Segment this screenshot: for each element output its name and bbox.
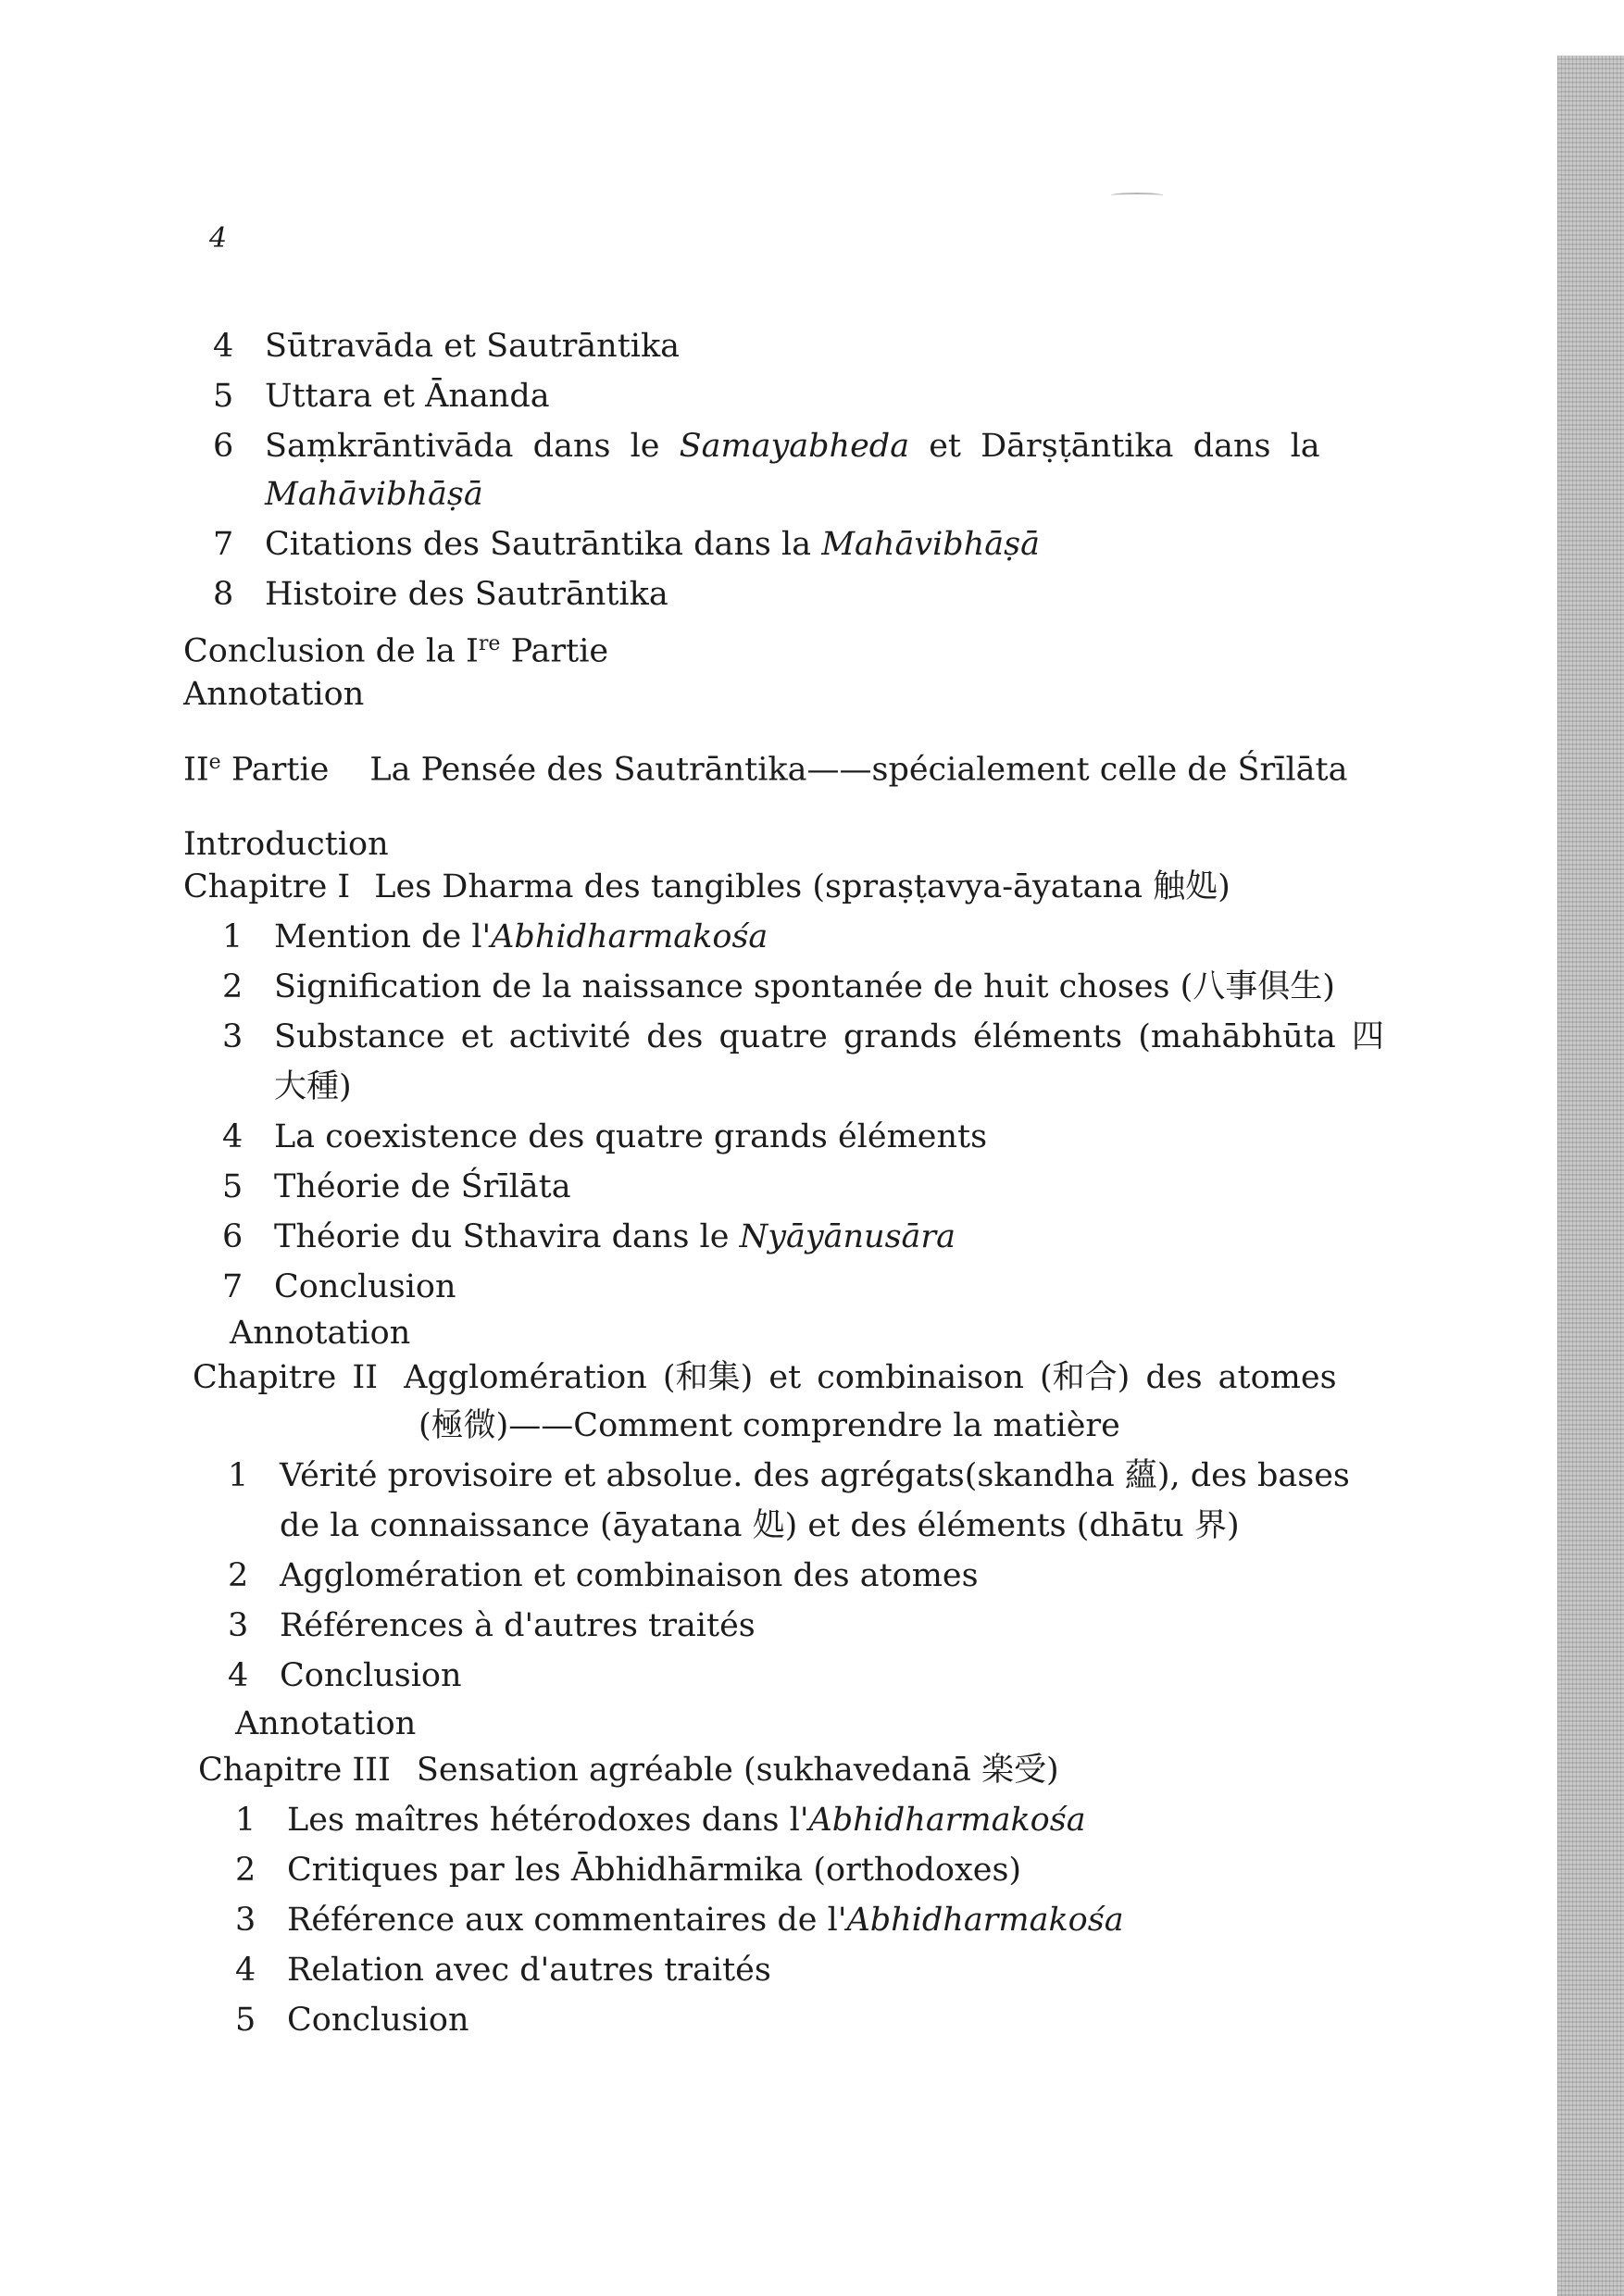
toc-entry-text: Relation avec d'autres traités <box>287 1952 771 1989</box>
toc-entry-number: 5 <box>222 1168 244 1205</box>
chapter-title: Les Dharma des tangibles (spraṣṭavya-āyatana 触処) <box>374 868 1230 905</box>
annotation-heading: Annotation <box>230 1315 411 1352</box>
annotation-heading: Annotation <box>235 1705 417 1742</box>
part-heading: IIe Partie La Pensée des Sautrāntika——spécialement celle de Śrīlāta <box>183 751 1348 789</box>
toc-entry-text: Critiques par les Ābhidhārmika (orthodoxes) <box>287 1852 1022 1889</box>
toc-entry-text: Agglomération et combinaison des atomes <box>280 1557 979 1594</box>
toc-entry-number: 1 <box>228 1457 249 1494</box>
toc-entry <box>228 1605 756 1646</box>
toc-entry <box>228 1555 979 1596</box>
toc-entry <box>213 574 668 615</box>
toc-entry-number: 6 <box>222 1218 244 1255</box>
toc-entry-number: 3 <box>228 1607 249 1644</box>
toc-entry-text: Citations des Sautrāntika dans la <box>265 526 822 563</box>
toc-entry <box>222 967 1335 1007</box>
chapter-heading <box>193 1357 1337 1398</box>
page-number: 4 <box>209 222 228 255</box>
chapter-title-continuation: (極微)——Comment comprendre la matière <box>418 1407 1120 1444</box>
toc-entry <box>213 376 550 417</box>
toc-entry <box>213 326 680 367</box>
toc-entry-text: Histoire des Sautrāntika <box>265 576 668 613</box>
toc-entry-text: Signification de la naissance spontanée de huit choses (八事俱生) <box>274 968 1335 1005</box>
part-conclusion: Conclusion de la Ire Partie <box>183 632 609 670</box>
toc-entry-number: 4 <box>222 1118 244 1155</box>
scanned-page-edge <box>1557 56 1624 2296</box>
part-title: La Pensée des Sautrāntika——spécialement celle de Śrīlāta <box>369 751 1348 789</box>
chapter-heading <box>183 867 1230 907</box>
toc-entry-text: Saṃkrāntivāda dans le <box>265 428 680 465</box>
toc-entry-number: 2 <box>235 1852 256 1889</box>
chapter-title: Agglomération (和集) et combinaison (和合) des atomes <box>404 1359 1337 1396</box>
toc-entry-text: Les maîtres hétérodoxes dans l' <box>287 1802 809 1839</box>
toc-entry-number: 2 <box>228 1557 249 1594</box>
toc-entry <box>235 1950 771 1990</box>
toc-entry-number: 3 <box>235 1902 256 1939</box>
toc-entry-text: Théorie de Śrīlāta <box>274 1168 571 1205</box>
toc-entry-number: 4 <box>213 328 234 365</box>
toc-entry <box>222 1017 1384 1057</box>
toc-entry-text: Uttara et Ānanda <box>265 378 550 415</box>
toc-entry-text: Théorie du Sthavira dans le <box>274 1218 740 1255</box>
chapter-title: Sensation agréable (sukhavedanā 楽受) <box>416 1752 1059 1789</box>
toc-entry-number: 2 <box>222 968 244 1005</box>
toc-entry-italic: Abhidharmakośa <box>808 1802 1086 1839</box>
toc-entry <box>228 1655 462 1696</box>
toc-entry <box>213 524 1040 565</box>
toc-entry-italic: Abhidharmakośa <box>846 1902 1124 1939</box>
toc-entry-italic: Samayabheda <box>679 428 910 465</box>
toc-entry-continuation: 大種) <box>274 1068 352 1105</box>
introduction-heading: Introduction <box>183 826 389 863</box>
toc-entry <box>222 917 768 957</box>
toc-entry <box>235 1850 1021 1890</box>
toc-entry-number: 5 <box>213 378 234 415</box>
toc-entry-text: Mention de l' <box>274 918 492 955</box>
chapter-label: Chapitre II <box>193 1359 379 1396</box>
toc-entry-continuation <box>265 474 483 515</box>
toc-entry-continuation: de la connaissance (āyatana 処) et des éléments (dhātu 界) <box>280 1507 1240 1544</box>
toc-entry-text: Substance et activité des quatre grands éléments (mahābhūta 四 <box>274 1018 1384 1055</box>
toc-entry-text: Conclusion <box>274 1268 456 1305</box>
toc-entry-number: 3 <box>222 1018 244 1055</box>
toc-entry-text: Sūtravāda et Sautrāntika <box>265 328 681 365</box>
toc-entry-number: 5 <box>235 2002 256 2039</box>
toc-entry-text: Référence aux commentaires de l' <box>287 1902 847 1939</box>
toc-entry <box>228 1455 1350 1496</box>
toc-entry-text: Vérité provisoire et absolue. des agrégats(skandha 蘊), des bases <box>280 1457 1350 1494</box>
toc-entry <box>222 1167 571 1207</box>
toc-entry-number: 6 <box>213 428 234 465</box>
toc-entry-number: 7 <box>213 526 234 563</box>
toc-entry-number: 1 <box>222 918 244 955</box>
chapter-heading <box>198 1750 1059 1791</box>
chapter-label: Chapitre III <box>198 1752 391 1789</box>
toc-entry <box>235 1900 1124 1940</box>
toc-entry-number: 4 <box>228 1657 249 1694</box>
toc-entry-italic: Mahāvibhāṣā <box>821 526 1040 563</box>
toc-entry-text: Références à d'autres traités <box>280 1607 756 1644</box>
toc-entry-text: et Dārṣṭāntika dans la <box>909 428 1320 465</box>
toc-entry-text: La coexistence des quatre grands éléments <box>274 1118 988 1155</box>
annotation-heading: Annotation <box>183 676 365 713</box>
toc-entry-italic: Abhidharmakośa <box>491 918 768 955</box>
toc-entry <box>222 1267 456 1307</box>
toc-entry <box>222 1117 987 1157</box>
toc-entry-italic: Nyāyānusāra <box>739 1218 956 1255</box>
toc-entry-number: 1 <box>235 1802 256 1839</box>
chapter-label: Chapitre I <box>183 868 351 905</box>
toc-entry <box>213 426 1320 467</box>
toc-entry-number: 7 <box>222 1268 244 1305</box>
toc-entry <box>222 1217 956 1257</box>
toc-entry-text: Conclusion <box>280 1657 462 1694</box>
toc-entry-number: 4 <box>235 1952 256 1989</box>
toc-entry-number: 8 <box>213 576 234 613</box>
toc-entry-text: Conclusion <box>287 2002 469 2039</box>
toc-entry-italic: Mahāvibhāṣā <box>265 476 483 513</box>
toc-entry <box>235 2000 469 2040</box>
toc-entry <box>235 1800 1086 1841</box>
scan-mark <box>1111 193 1163 198</box>
